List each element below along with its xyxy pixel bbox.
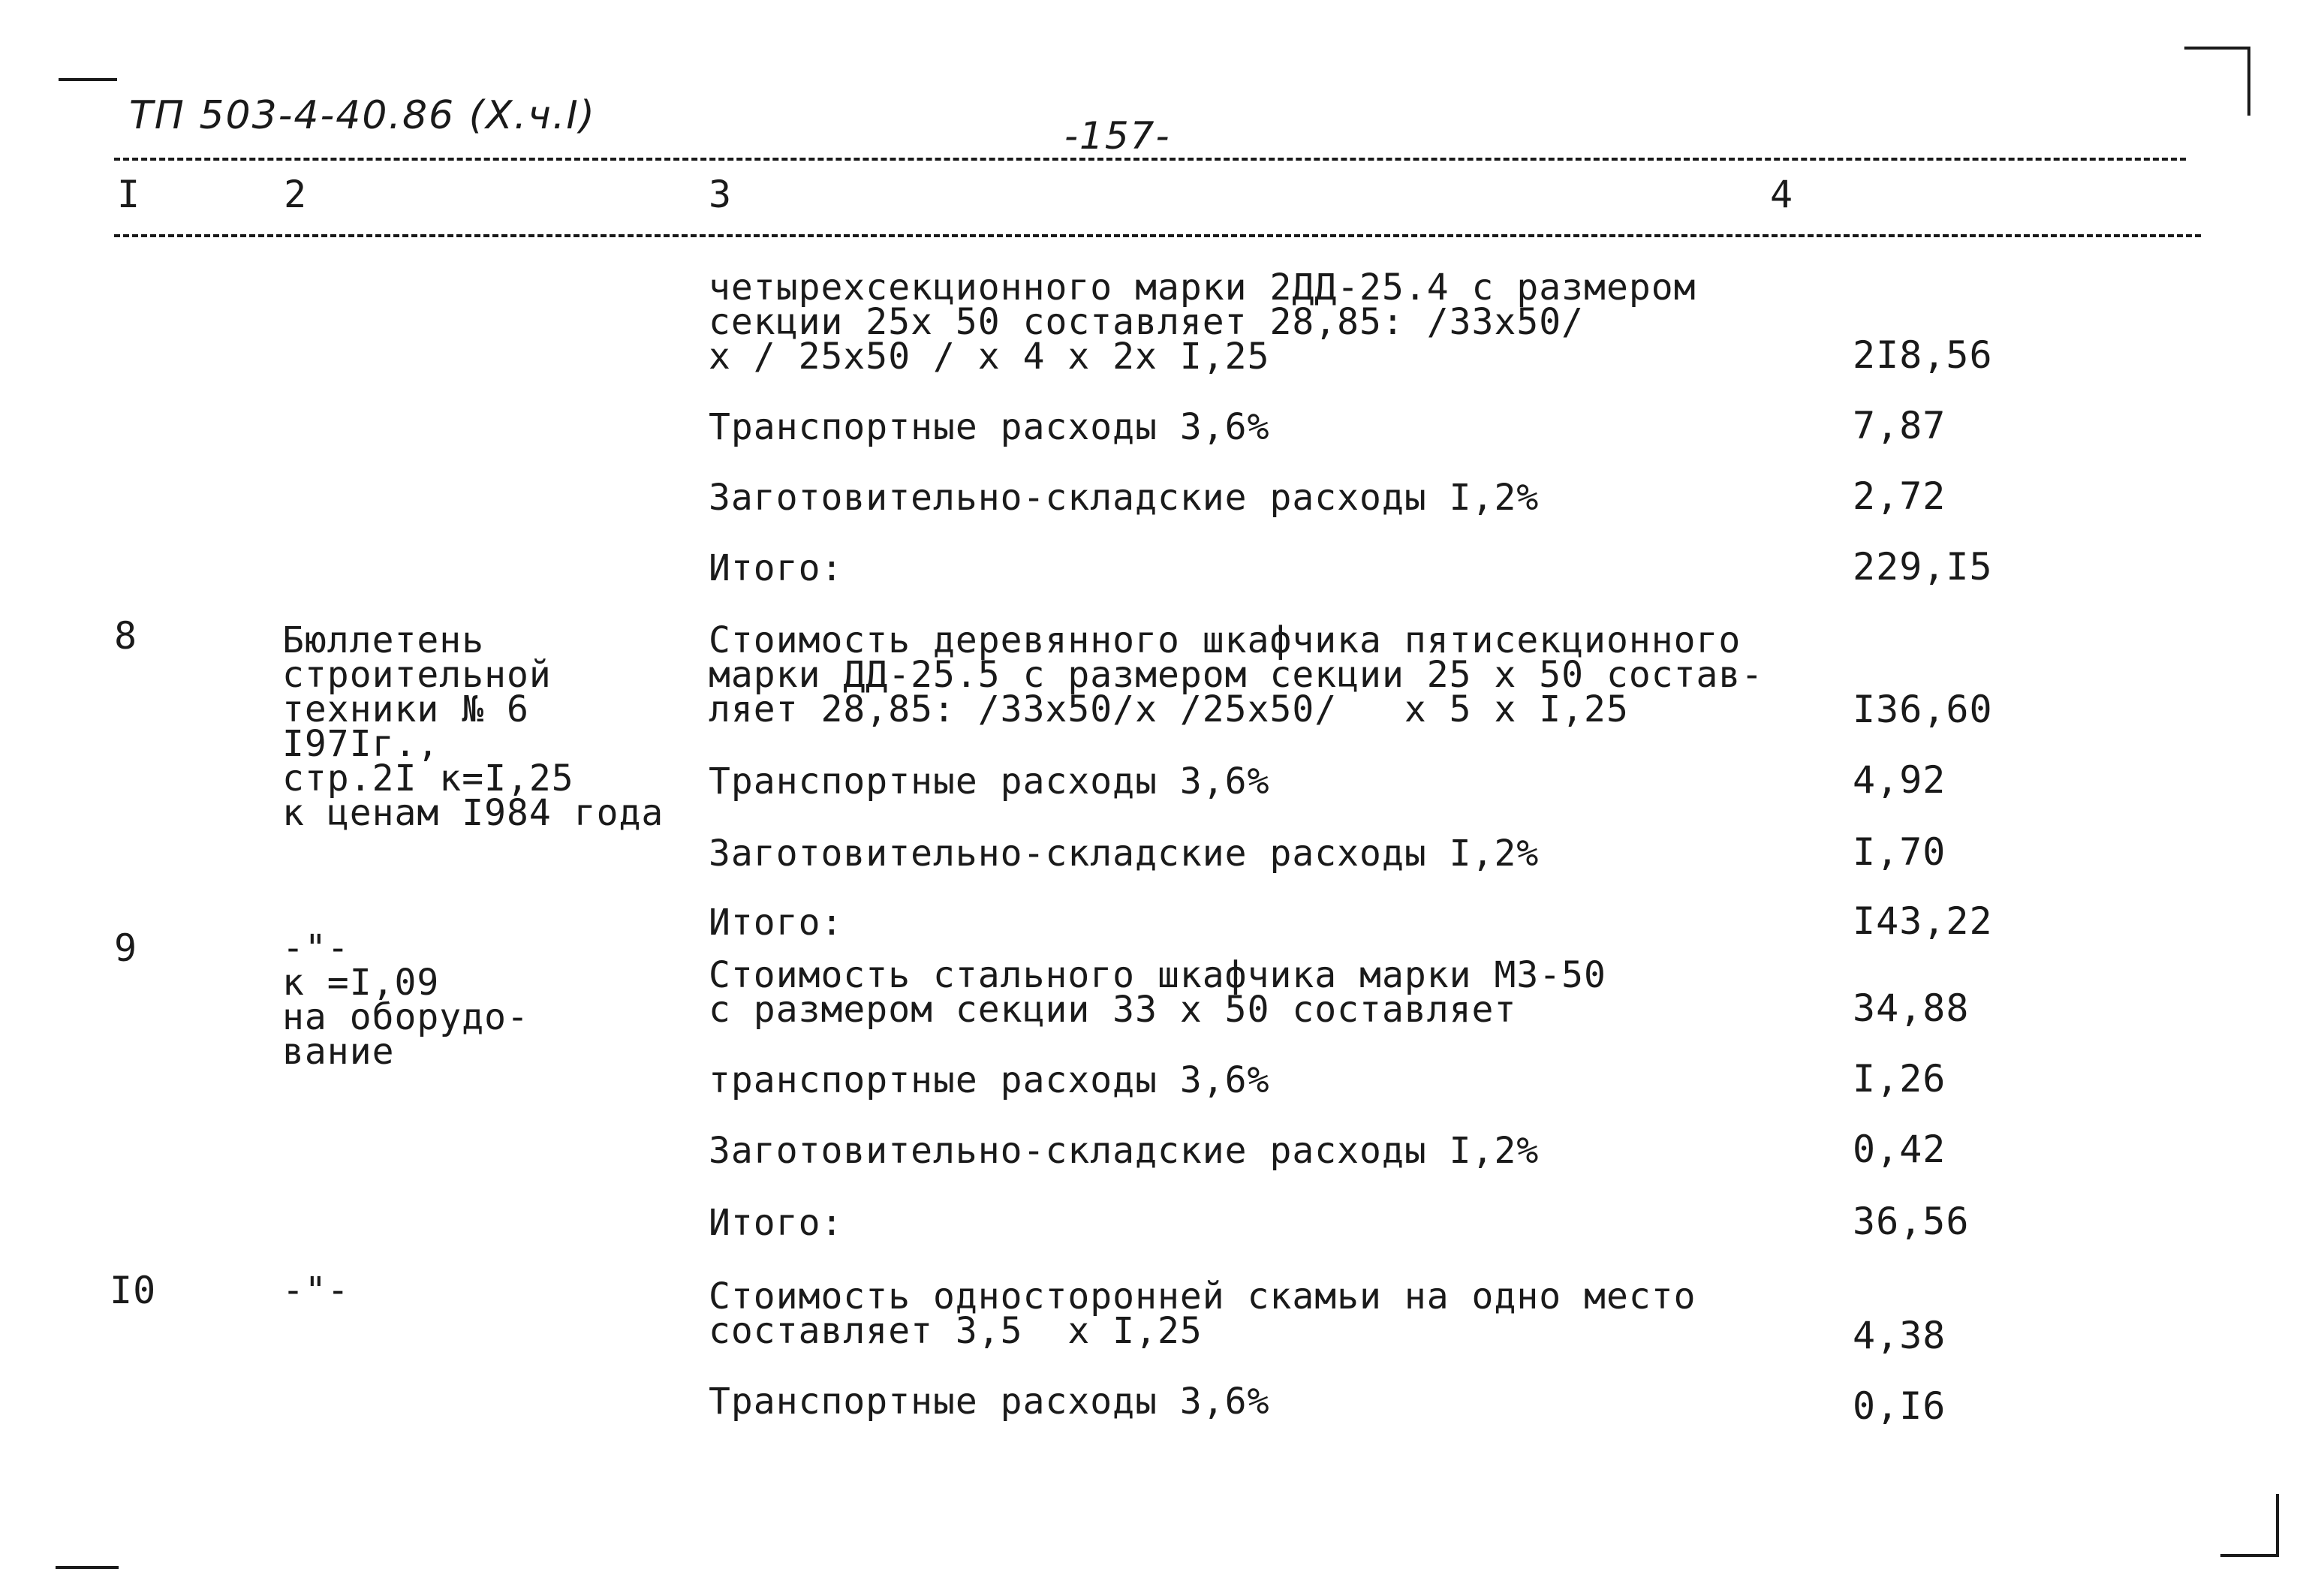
row-value: 0,42 bbox=[1853, 1128, 1946, 1171]
row-number: 9 bbox=[114, 926, 138, 970]
column-header-4: 4 bbox=[1770, 173, 1794, 216]
column-header-3: 3 bbox=[709, 173, 733, 216]
crop-mark-top-left bbox=[59, 78, 117, 81]
row-total-label: Итого: bbox=[709, 1202, 844, 1244]
row-description: транспортные расходы 3,6% bbox=[709, 1059, 1270, 1101]
row-description: Стоимость деревянного шкафчика пятисекционного марки ДД-25.5 с размером секции 25 х 50 состав- ляет 28,85: /33х50/х /25х50/ х 5 х I,25 bbox=[709, 619, 1764, 730]
row-total-value: 36,56 bbox=[1853, 1200, 1970, 1243]
row-value: 4,92 bbox=[1853, 758, 1946, 802]
row-value: I36,60 bbox=[1853, 688, 1993, 731]
row-value: 34,88 bbox=[1853, 986, 1970, 1030]
row-source: Бюллетень строительной техники № 6 I97Iг., стр.2I к=I,25 к ценам I984 года bbox=[282, 619, 664, 834]
row-value: 4,38 bbox=[1853, 1314, 1946, 1357]
row-value: 2I8,56 bbox=[1853, 333, 1993, 377]
row-value: 2,72 bbox=[1853, 474, 1946, 518]
crop-mark-top-right-v bbox=[2247, 47, 2250, 116]
row-total-label: Итого: bbox=[709, 547, 844, 589]
row-description: Транспортные расходы 3,6% bbox=[709, 1381, 1270, 1423]
row-description: Заготовительно-складские расходы I,2% bbox=[709, 1130, 1540, 1172]
crop-mark-bottom-right-v bbox=[2276, 1494, 2279, 1557]
header-rule-bottom bbox=[114, 234, 2201, 237]
crop-mark-bottom-left bbox=[56, 1566, 119, 1569]
header-rule-top bbox=[114, 158, 2186, 161]
row-total-label: Итого: bbox=[709, 902, 844, 944]
row-value: I,70 bbox=[1853, 830, 1946, 874]
crop-mark-top-right-h bbox=[2184, 47, 2250, 50]
row-description: Стоимость стального шкафчика марки МЗ-50 с размером секции 33 х 50 составляет bbox=[709, 954, 1606, 1031]
row-total-value: 229,I5 bbox=[1853, 545, 1993, 589]
row-total-value: I43,22 bbox=[1853, 899, 1993, 943]
row-source: -"- bbox=[282, 1269, 350, 1311]
row-source: -"- к =I,09 на оборудо- вание bbox=[282, 927, 529, 1073]
row-number: I0 bbox=[110, 1269, 157, 1312]
column-header-2: 2 bbox=[284, 173, 308, 216]
page-number: -157- bbox=[1064, 114, 1171, 158]
row-number: 8 bbox=[114, 614, 138, 658]
row-description: Заготовительно-складские расходы I,2% bbox=[709, 477, 1540, 519]
row-value: 7,87 bbox=[1853, 404, 1946, 447]
row-description: Транспортные расходы 3,6% bbox=[709, 406, 1270, 448]
row-description: Заготовительно-складские расходы I,2% bbox=[709, 833, 1540, 875]
row-description: Стоимость односторонней скамьи на одно место составляет 3,5 х I,25 bbox=[709, 1275, 1696, 1352]
column-header-1: I bbox=[117, 173, 141, 216]
row-description: четырехсекционного марки 2ДД-25.4 с размером секции 25х 50 составляет 28,85: /33х50/ х / 25х50 / х 4 х 2х I,25 bbox=[709, 267, 1696, 378]
document-code: ТП 503-4-40.86 (Х.ч.I) bbox=[129, 93, 596, 138]
row-value: 0,I6 bbox=[1853, 1384, 1946, 1428]
row-description: Транспортные расходы 3,6% bbox=[709, 760, 1270, 803]
row-value: I,26 bbox=[1853, 1057, 1946, 1101]
crop-mark-bottom-right-h bbox=[2220, 1554, 2279, 1557]
